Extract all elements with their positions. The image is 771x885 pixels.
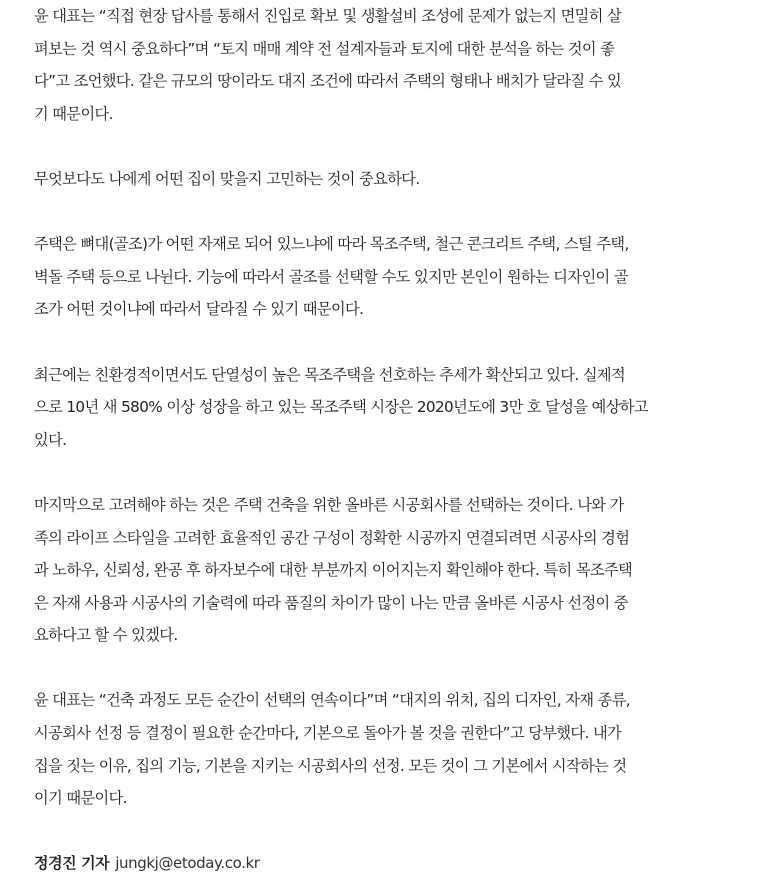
reporter-email[interactable]: jungkj@etoday.co.kr	[115, 854, 260, 873]
text-line: 기 때문이다.	[34, 104, 113, 123]
text-line: 마지막으로 고려해야 하는 것은 주택 건축을 위한 올바른 시공회사를 선택하는 것이다. 나와 가	[34, 495, 624, 514]
text-line: 족의 라이프 스타일을 고려한 효율적인 공간 구성이 정확한 시공까지 연결되려면 시공사의 경험	[34, 528, 630, 547]
paragraph-spacer	[34, 815, 724, 848]
paragraph-site-survey	[34, 0, 724, 130]
text-line: 은 자재 사용과 시공사의 기술력에 따라 품질의 차이가 많이 나는 만큼 올바른 시공사 선정이 중	[34, 593, 628, 612]
paragraph-wood-house-trend	[34, 359, 724, 457]
paragraph-spacer	[34, 196, 724, 229]
paragraph-spacer	[34, 456, 724, 489]
text-line: 있다.	[34, 430, 67, 449]
text-line: 시공회사 선정 등 결정이 필요한 순간마다, 기본으로 돌아가 볼 것을 권한다”고 당부했다. 내가	[34, 724, 622, 743]
text-line: 과 노하우, 신뢰성, 완공 후 하자보수에 대한 부분까지 이어지는지 확인해야 한다. 특히 목조주택	[34, 561, 633, 580]
text-line: 최근에는 친환경적이면서도 단열성이 높은 목조주택을 선호하는 추세가 확산되고 있다. 실제적	[34, 365, 626, 384]
text-line: 집을 짓는 이유, 집의 기능, 기본을 지키는 시공회사의 선정. 모든 것이 그 기본에서 시작하는 것	[34, 756, 627, 775]
text-line: 윤 대표는 “건축 과정도 모든 순간이 선택의 연속이다”며 “대지의 위치, 집의 디자인, 자재 종류,	[34, 691, 631, 710]
paragraph-contractor-choice	[34, 489, 724, 652]
text-line: 무엇보다도 나에게 어떤 집이 맞을지 고민하는 것이 중요하다.	[34, 169, 420, 188]
text-line: 펴보는 것 역시 중요하다”며 “토지 매매 계약 전 설계자들과 토지에 대한 분석을 하는 것이 좋	[34, 39, 615, 58]
paragraph-spacer	[34, 652, 724, 685]
text-line: 이기 때문이다.	[34, 789, 127, 808]
paragraph-spacer	[34, 326, 724, 359]
text-line: 윤 대표는 “직접 현장 답사를 통해서 진입로 확보 및 생활설비 조성에 문제가 없는지 면밀히 살	[34, 7, 622, 25]
paragraph-closing-quote	[34, 684, 724, 814]
text-line: 조가 어떤 것이냐에 따라서 달라질 수 있기 때문이다.	[34, 300, 364, 319]
text-line: 요하다고 할 수 있겠다.	[34, 626, 178, 645]
byline	[34, 847, 724, 880]
text-line: 벽돌 주택 등으로 나뉜다. 기능에 따라서 골조를 선택할 수도 있지만 본인이 원하는 디자인이 골	[34, 267, 628, 286]
reporter-name: 정경진 기자	[34, 854, 110, 873]
paragraph-house-fit	[34, 163, 724, 196]
text-line: 다”고 조언했다. 같은 규모의 땅이라도 대지 조건에 따라서 주택의 형태나 배치가 달라질 수 있	[34, 72, 622, 91]
article-body	[34, 0, 724, 880]
text-line: 주택은 뼈대(골조)가 어떤 자재로 되어 있느냐에 따라 목조주택, 철근 콘크리트 주택, 스틸 주택,	[34, 235, 629, 254]
paragraph-spacer	[34, 130, 724, 163]
paragraph-frame-types	[34, 228, 724, 326]
text-line: 으로 10년 새 580% 이상 성장을 하고 있는 목조주택 시장은 2020년도에 3만 호 달성을 예상하고	[34, 398, 648, 417]
